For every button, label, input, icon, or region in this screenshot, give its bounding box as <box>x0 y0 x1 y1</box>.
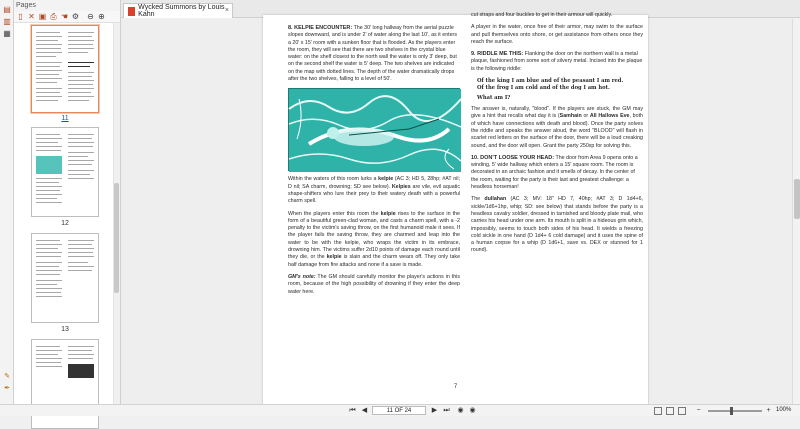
left-column <box>288 20 460 301</box>
page-thumbnail-label: 13 <box>61 326 69 333</box>
thumbnail-scrollbar-thumb[interactable] <box>114 183 119 293</box>
kelpie-behavior-text-a: When the players enter this room the <box>288 210 381 217</box>
continuous-view-icon[interactable] <box>666 407 674 415</box>
riddle-block <box>471 78 643 102</box>
page-thumbnail-label: 12 <box>61 220 69 227</box>
kelpie-behavior-text-b: rises to the surface in the form of a beautiful green-clad woman, and casts a charm spell, with a -2 penalty to the victim's saving throw, on the first humanoid male it sees. If the player fails the saving throw, they are charmed and leap into the water to be with the kelpie, who wraps the victim in its embrace, drowning him. The victims suffer 2d10 points of damage each round until they die, or the <box>288 210 460 261</box>
last-page-icon[interactable]: ⏭ <box>443 407 450 414</box>
page-indicator[interactable]: 11 OF 24 <box>372 406 426 415</box>
zoom-out-icon[interactable]: ⊖ <box>87 12 94 21</box>
delete-page-icon[interactable]: ✕ <box>28 12 35 21</box>
signature-icon[interactable]: ✒ <box>4 385 10 392</box>
gm-note-paragraph <box>288 274 460 296</box>
zoom-in-icon[interactable]: + <box>766 407 771 414</box>
section-9-text: Flanking the door on the northern wall is a metal plaque, fashioned from some sort of silvery metal. Incised into the plaque is the following riddle: <box>471 51 643 72</box>
thumbnail-scrollbar[interactable] <box>113 23 120 404</box>
single-page-view-icon[interactable] <box>654 407 662 415</box>
gm-note-text: The GM should carefully monitor the player's actions in this room, because of the high possibility of drowning if they enter the deep water here. <box>288 273 460 295</box>
zoom-in-icon[interactable]: ⊕ <box>98 12 105 21</box>
document-tab[interactable] <box>123 3 233 18</box>
next-page-icon[interactable]: ▶ <box>431 407 438 414</box>
facing-view-icon[interactable] <box>678 407 686 415</box>
document-page <box>263 12 648 410</box>
section-10-text: The door from Area 9 opens onto a winding, 5' wide hallway which enters a 15' square room. The room is decorated in an archaic fashion and it smells of decay. In the center of the room, waiting for the party is their last and greatest challenge: a headless horseman! <box>471 154 638 191</box>
zoom-out-icon[interactable]: − <box>696 407 701 414</box>
kelpie-intro-text-b: (AC 3; HD 5, 28hp; #AT nil; D nil; SA charm, drowning; SD see below). <box>288 176 460 190</box>
dullahan-text-b: (AC 3; MV: 18" HD 7, 40hp; #AT 3; D 1d4+6, sickle/1d6+1hp, whip; SD: see below) that stands before the party is a headless cavalry soldier, dressed in tarnished and bloody plate mail, who carries his head under one arm. Its mouth is split in a hideous grin which, impossibly, seems to touch both sides of his head. It wields a freezing cold sickle in one hand (D 1d4+ 6 cold damage) and it uses the spine of a human corpse for a whip (D 1d6+1, save vs. DEX or stunned for 1 round). <box>471 196 643 254</box>
dullahan-paragraph <box>471 196 643 254</box>
section-8-text: The 30' long hallway from the aerial puzzle slopes downward, and is under 2' of water along the last 10', as it enters a 20' x 15' room with a sunken floor that is flooded. As the players enter the room, they will see that there are two shelves in the crystal blue water: on the shelf closest to the north wall the water is only 3' deep, but on the second shelf the water is 5' deep. The two shelves are indicated on the map with dotted lines. The depth of the water dramatically drops after the two shelves, falling to a level of 50'. <box>288 25 457 83</box>
riddle-line: Of the king I am blue and of the peasant I am red. <box>477 78 624 85</box>
dullahan-text-a: The <box>471 196 485 203</box>
right-column <box>471 12 643 260</box>
pages-panel-title: Pages <box>16 2 36 9</box>
page-number: 7 <box>453 384 458 390</box>
section-8-heading: 8. KELPIE ENCOUNTER: <box>288 25 353 31</box>
prev-page-icon[interactable]: ◀ <box>361 407 368 414</box>
status-bar <box>0 404 800 416</box>
zoom-level[interactable]: 100% <box>776 407 792 413</box>
riddle-answer-paragraph <box>471 106 643 150</box>
document-viewport[interactable] <box>121 12 800 404</box>
dullahan-term: dullahan <box>484 196 507 203</box>
kelpie-behavior-text-c: is slain and the charm wears off. They only take half damage from fire attacks and none if a save is made. <box>288 254 461 268</box>
samhain-term: Samhain <box>559 113 582 120</box>
document-tab-title: Wycked Summons by Louis Kahn <box>138 4 225 18</box>
forward-icon[interactable]: ◉ <box>469 407 476 414</box>
page-icon[interactable]: ▯ <box>18 12 23 21</box>
section-9-heading: 9. RIDDLE ME THIS: <box>471 51 524 58</box>
options-icon[interactable]: ⚙ <box>71 12 80 21</box>
hand-icon[interactable]: ☚ <box>60 12 69 21</box>
pages-panel <box>14 0 121 404</box>
kelpie-term: kelpie <box>326 254 342 261</box>
kelpie-intro-paragraph <box>288 176 460 205</box>
float-paragraph: A player in the water, once free of their armor, may swim to the surface and pull themselves onto shore, or get assistance from others once they reach the surface. <box>471 24 643 45</box>
page-thumbnail-12[interactable] <box>31 127 99 217</box>
print-icon[interactable]: ⎙ <box>50 12 57 21</box>
kelpie-intro-text-a: Within the waters of this room lurks a <box>288 176 379 183</box>
section-10-heading: 10. DON'T LOOSE YOUR HEAD: <box>471 154 555 161</box>
pages-panel-toolbar <box>14 11 120 23</box>
bookmarks-icon[interactable]: ▥ <box>3 16 11 26</box>
pages-panel-header <box>14 0 120 11</box>
answer-text-a: The answer is, naturally, "blood". If the players are stuck, the GM may give a hint that recalls what day it is ( <box>471 106 643 120</box>
zoom-slider-knob[interactable] <box>730 407 733 415</box>
page-thumbnail-label: 11 <box>61 115 69 122</box>
answer-text-b: , both of which have connections with death and blood). Once the party solves the riddle and speaks the answer aloud, the word "BLOOD" will flash in scarlet red letters on the surface of the door, there will be a loud creaking sound, and the door will open. Grant the party 250xp for solving this. <box>471 113 643 149</box>
page-thumbnail-13[interactable] <box>31 233 99 323</box>
kelpie-illustration <box>288 88 460 171</box>
attachments-icon[interactable]: ▦ <box>3 28 11 38</box>
kelpies-term: Kelpies <box>391 183 411 190</box>
kelpie-intro-text-c: are vile, evil aquatic shape-shifters who lure their prey to their watery death with a powerful charm spell. <box>288 183 460 205</box>
page-thumbnail-11[interactable] <box>31 25 99 113</box>
document-scrollbar[interactable] <box>792 19 800 404</box>
armor-paragraph: cut straps and four buckles to get in their armour will quickly. <box>471 12 613 18</box>
answer-or: or <box>581 113 590 120</box>
thumbnail-list[interactable] <box>14 23 120 404</box>
document-scrollbar-thumb[interactable] <box>794 179 800 219</box>
pdf-file-icon <box>128 7 135 16</box>
all-hallows-term: All Hallows Eve <box>589 113 630 120</box>
comment-icon[interactable]: ✎ <box>4 373 10 380</box>
kelpie-behavior-paragraph <box>288 211 460 269</box>
kelpie-illustration-art <box>289 89 461 172</box>
kelpie-term: kelpie <box>378 176 394 183</box>
pages-panel-icon[interactable]: ▤ <box>3 4 11 14</box>
riddle-question: What am I? <box>477 95 511 102</box>
riddle-line: Of the frog I am cold and of the dog I am hot. <box>477 85 610 92</box>
kelpie-term: kelpie <box>380 210 396 217</box>
close-tab-icon[interactable]: × <box>224 7 229 14</box>
back-icon[interactable]: ◉ <box>457 407 464 414</box>
zoom-slider[interactable] <box>708 410 762 412</box>
first-page-icon[interactable]: ⏮ <box>349 407 356 414</box>
gm-note-label: GM's note: <box>288 273 316 280</box>
insert-page-icon[interactable]: ▣ <box>38 12 47 21</box>
left-tool-strip <box>0 0 14 416</box>
